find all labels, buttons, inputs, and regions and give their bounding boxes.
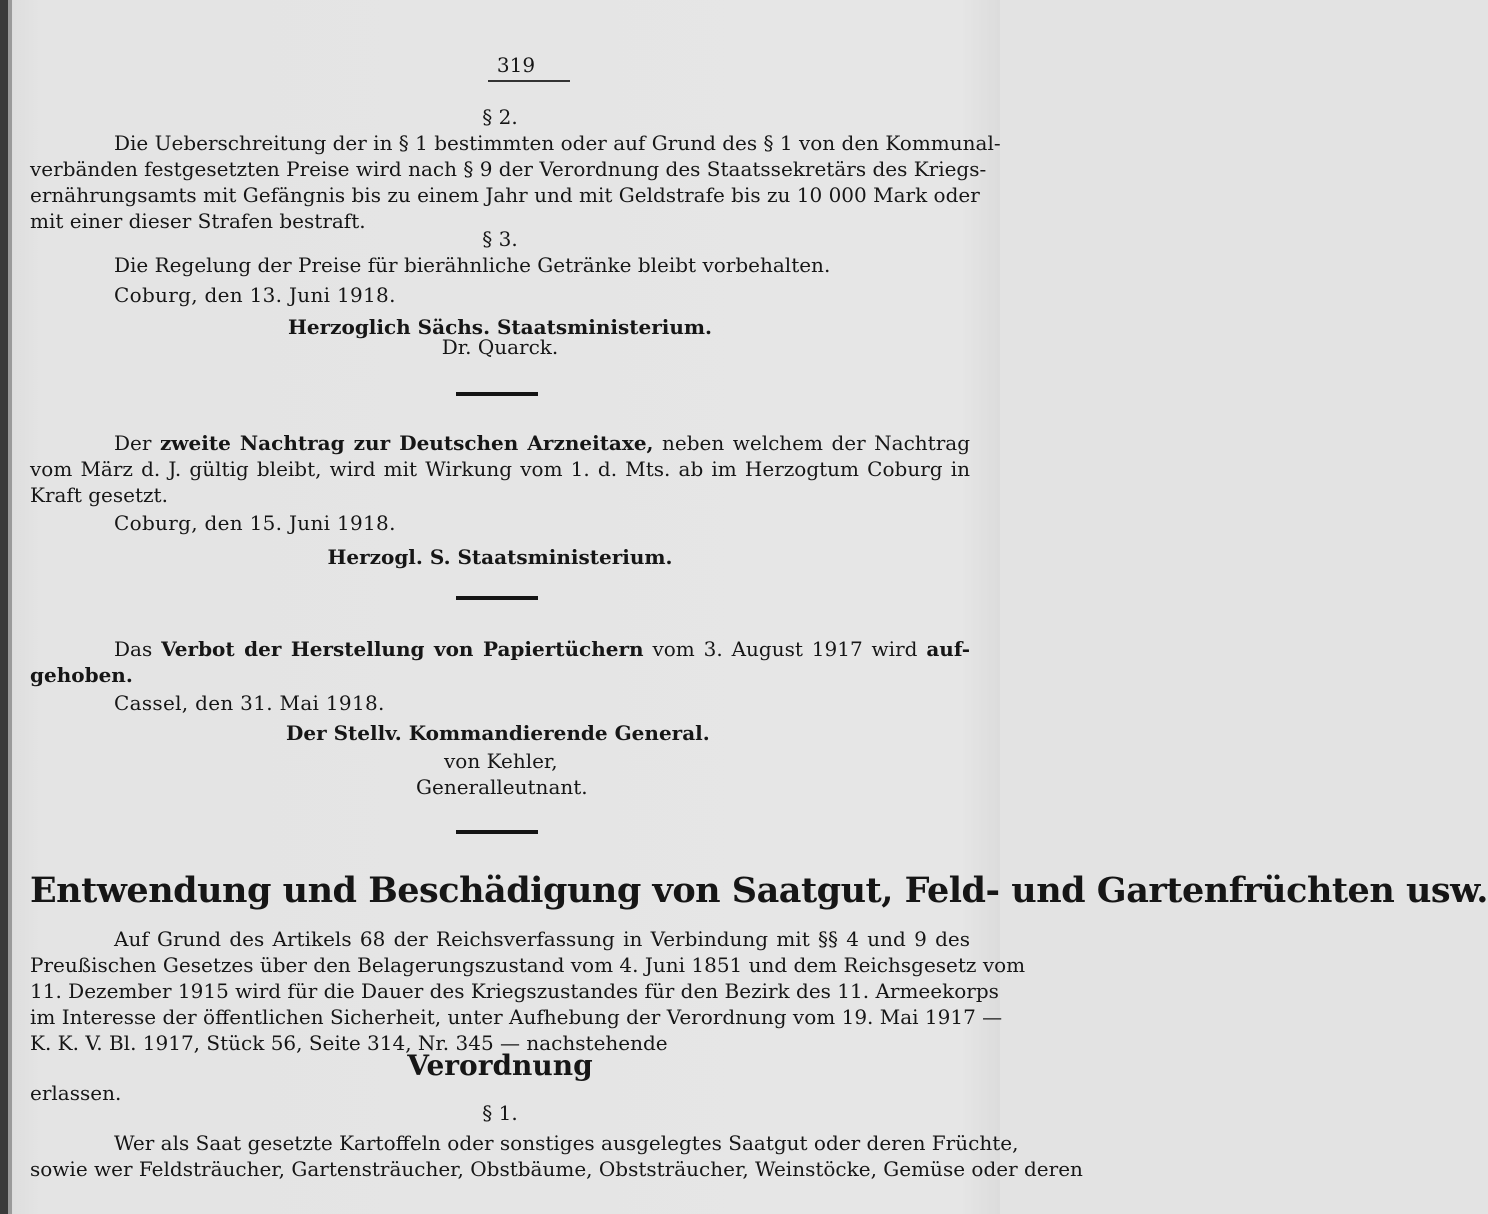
article-line-1: Auf Grund des Artikels 68 der Reichsverfassung in Verbindung mit §§ 4 und 9 des [114, 927, 970, 951]
notice-3-authority: Der Stellv. Kommandierende General. [286, 721, 710, 745]
notice-3-place-date: Cassel, den 31. Mai 1918. [114, 691, 385, 715]
section-2-line-1: Die Ueberschreitung der in § 1 bestimmten oder auf Grund des § 1 von den Kommunal- [114, 131, 1001, 155]
article-line-4: im Interesse der öffentlichen Sicherheit, unter Aufhebung der Verordnung vom 19. Mai 1917 — [30, 1005, 1003, 1029]
page-number: 319 [496, 53, 536, 77]
article-section-1-heading: § 1. [482, 1101, 518, 1125]
notice-3-bold-title: Verbot der Herstellung von Papiertüchern [161, 637, 644, 661]
section-3-heading: § 3. [482, 227, 518, 251]
separator-rule-3 [456, 830, 538, 834]
article-line-2: Preußischen Gesetzes über den Belagerungszustand vom 4. Juni 1851 und dem Reichsgesetz vom [30, 953, 1026, 977]
notice-2-line-2: vom März d. J. gültig bleibt, wird mit Wirkung vom 1. d. Mts. ab im Herzogtum Coburg in [30, 457, 970, 481]
notice-2-pre: Der [114, 431, 152, 455]
section-2-line-4: mit einer dieser Strafen bestraft. [30, 209, 366, 233]
notice-3-bold-end: auf- [926, 637, 971, 661]
section-2-heading: § 2. [482, 105, 518, 129]
notice-3-line-1 [30, 636, 970, 662]
section-3-signer: Dr. Quarck. [441, 335, 559, 359]
notice-2-line-3: Kraft gesetzt. [30, 483, 168, 507]
notice-2-post: neben welchem der Nachtrag [662, 431, 970, 455]
page-number-rule [488, 80, 570, 82]
article-section-1-line-2: sowie wer Feldsträucher, Gartensträucher, Obstbäume, Obststräucher, Weinstöcke, Gemüse oder deren [30, 1157, 1083, 1181]
section-3-text: Die Regelung der Preise für bierähnliche Getränke bleibt vorbehalten. [114, 253, 831, 277]
section-2-line-3: ernährungsamts mit Gefängnis bis zu einem Jahr und mit Geldstrafe bis zu 10 000 Mark oder [30, 183, 980, 207]
section-3-authority: Herzoglich Sächs. Staatsministerium. [287, 315, 713, 339]
binding-edge [0, 0, 8, 1214]
article-section-1-line-1: Wer als Saat gesetzte Kartoffeln oder sonstiges ausgelegtes Saatgut oder deren Früchte, [114, 1131, 1019, 1155]
notice-2-place-date: Coburg, den 15. Juni 1918. [114, 511, 396, 535]
notice-3-signer: von Kehler, [444, 749, 558, 773]
binding-shadow [8, 0, 12, 1214]
article-line-5: K. K. V. Bl. 1917, Stück 56, Seite 314, Nr. 345 — nachstehende [30, 1031, 668, 1055]
separator-rule-1 [456, 392, 538, 396]
notice-3-pre: Das [114, 637, 153, 661]
section-2-line-2: verbänden festgesetzten Preise wird nach § 9 der Verordnung des Staatssekretärs des Kriegs- [30, 157, 987, 181]
section-3-place-date: Coburg, den 13. Juni 1918. [114, 283, 396, 307]
article-headline: Entwendung und Beschädigung von Saatgut, Feld- und Gartenfrüchten usw. [30, 870, 1488, 911]
notice-2-authority: Herzogl. S. Staatsministerium. [327, 545, 673, 569]
separator-rule-2 [456, 596, 538, 600]
article-title: Verordnung [407, 1049, 593, 1082]
notice-3-post: vom 3. August 1917 wird [652, 637, 918, 661]
article-enacted: erlassen. [30, 1081, 122, 1105]
notice-3-line-2: gehoben. [30, 663, 133, 687]
notice-2-line-1 [30, 430, 970, 456]
notice-3-signer-rank: Generalleutnant. [416, 775, 588, 799]
notice-2-bold-title: zweite Nachtrag zur Deutschen Arzneitaxe, [159, 431, 654, 455]
article-line-3: 11. Dezember 1915 wird für die Dauer des Kriegszustandes für den Bezirk des 11. Armeekorps [30, 979, 999, 1003]
